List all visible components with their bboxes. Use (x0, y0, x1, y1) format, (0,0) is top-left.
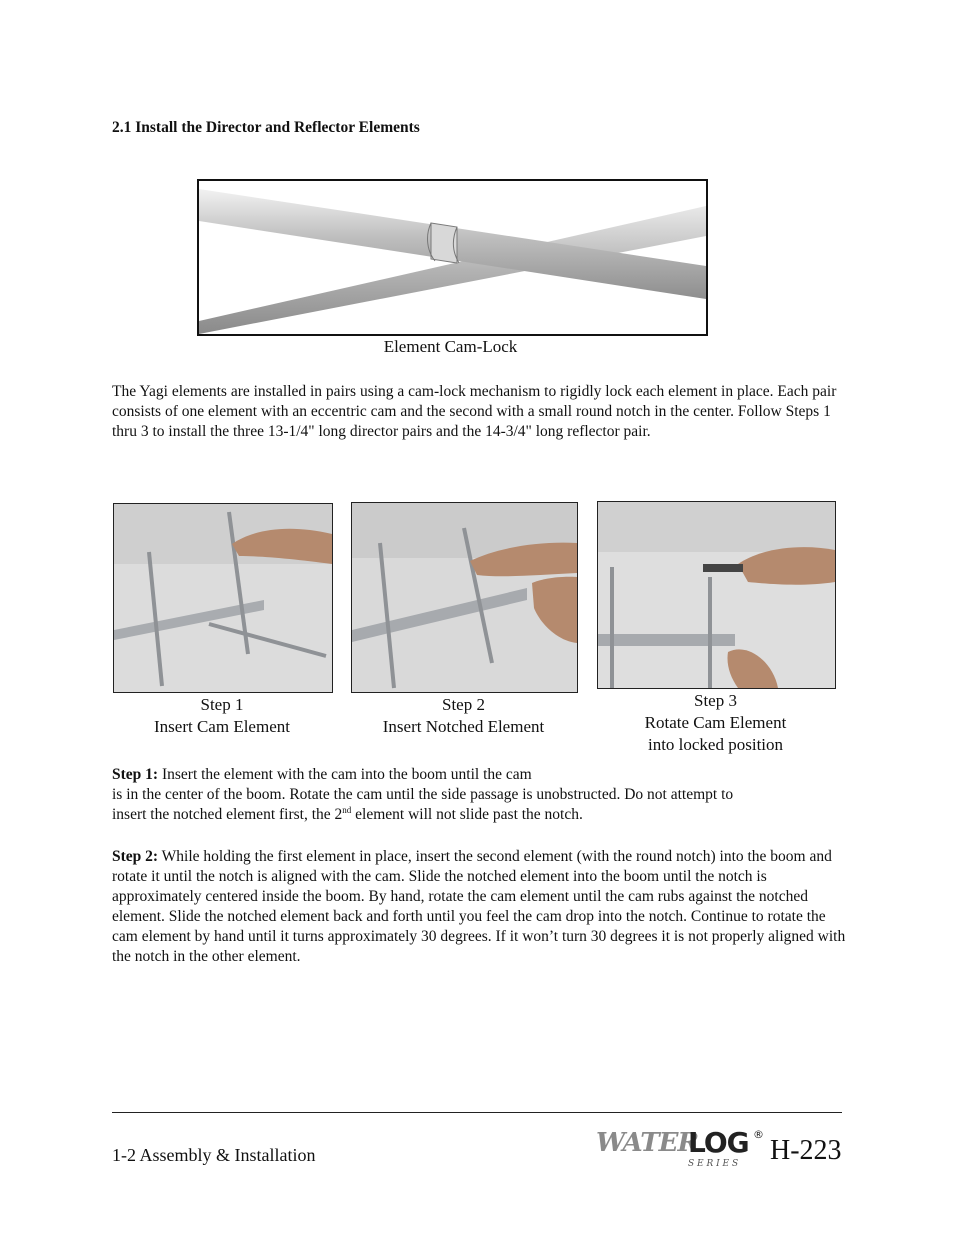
step-1-line-3-after: element will not slide past the notch. (351, 806, 583, 823)
step-1-line-3-before: insert the notched element first, the 2 (112, 806, 343, 823)
step-2-title: Step 2 (442, 695, 485, 714)
step-2-paragraph (112, 847, 852, 967)
step-3-photo (597, 501, 836, 689)
step-3-caption (597, 690, 834, 756)
logo-water-text: WATER (596, 1128, 699, 1158)
cam-lock-illustration (197, 179, 708, 336)
step-1-line-1 (112, 765, 852, 785)
step-2-photo (351, 502, 578, 693)
section-heading: 2.1 Install the Director and Reflector Elements (112, 119, 420, 136)
step-2-caption (351, 694, 576, 738)
step-2-text: While holding the first element in place, insert the second element (with the round notch) into the boom and rotate it until the notch is aligned with the cam. Slide the notched element into the boom until the notch is approximately centered inside the boom. By hand, rotate the cam element until the cam rubs against the notched element. Slide the notched element back and forth until you feel the cam drop into the notch. Continue to rotate the cam element by hand until it turns approximately 30 degrees. If it won’t turn 30 degrees it is not properly aligned with the notch in the other element. (112, 848, 846, 965)
logo-series-text: S E R I E S (688, 1159, 739, 1169)
intro-paragraph: The Yagi elements are installed in pairs using a cam-lock mechanism to rigidly lock each element in place. Each pair consists of one element with an eccentric cam and the second with a small round notch in the center. Follow Steps 1 thru 3 to install the three 13-1/4" long director pairs and the 14-3/4" long reflector pair. (112, 383, 837, 440)
step-1-line-1-text: Insert the element with the cam into the boom until the cam (158, 766, 532, 783)
step-3-title: Step 3 (694, 691, 737, 710)
step-1-caption-line: Insert Cam Element (154, 717, 290, 736)
step-1-ordinal-suffix: nd (342, 804, 352, 815)
step-1-caption (113, 694, 331, 738)
waterlog-logo (596, 1128, 766, 1172)
logo-registered-mark: ® (753, 1128, 764, 1141)
step-2-caption-line: Insert Notched Element (382, 717, 545, 736)
step-1-photo (113, 503, 333, 693)
step-1-line-3 (112, 805, 852, 825)
figure-caption: Element Cam-Lock (383, 337, 518, 356)
logo-log-text: LOG (688, 1126, 749, 1159)
step-3-caption-line: into locked position (647, 735, 784, 754)
footer-section-label: 1-2 Assembly & Installation (112, 1145, 316, 1165)
footer-divider (112, 1112, 842, 1113)
step-2-label: Step 2: (112, 848, 159, 865)
step-1-title: Step 1 (200, 695, 244, 714)
step-1-paragraph (112, 765, 852, 825)
step-3-caption-line: Rotate Cam Element (644, 713, 787, 732)
step-1-line-2: is in the center of the boom. Rotate the cam until the side passage is unobstructed. Do not attempt to (112, 786, 734, 803)
model-number: H-223 (770, 1135, 842, 1166)
step-1-label: Step 1: (112, 766, 159, 783)
